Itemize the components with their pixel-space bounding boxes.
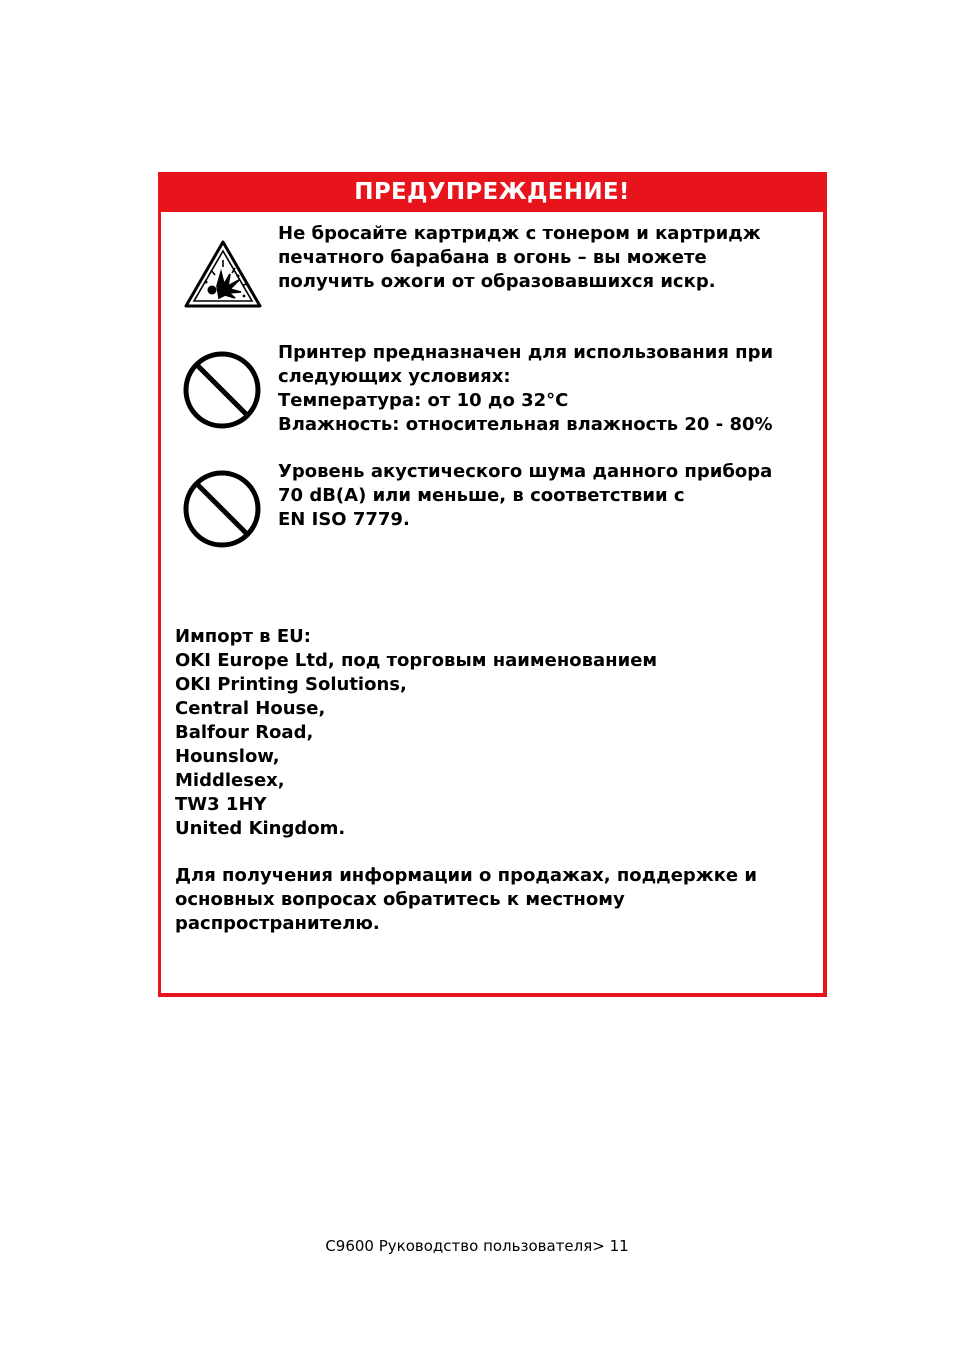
text-line: получить ожоги от образовавшихся искр. — [278, 271, 716, 292]
text-line: OKI Europe Ltd, под торговым наименованием — [175, 650, 658, 671]
text-line: распространителю. — [175, 913, 380, 934]
text-line: основных вопросах обратитесь к местному — [175, 889, 625, 910]
warning-text-conditions — [278, 341, 773, 437]
text-line: Не бросайте картридж с тонером и картридж — [278, 223, 761, 244]
warning-text-fire — [278, 222, 761, 294]
text-line: Balfour Road, — [175, 722, 314, 743]
text-line: OKI Printing Solutions, — [175, 674, 407, 695]
text-line: EN ISO 7779. — [278, 509, 410, 530]
text-line: Hounslow, — [175, 746, 280, 767]
text-line: TW3 1HY — [175, 794, 267, 815]
warning-text-noise — [278, 460, 772, 532]
text-line: Уровень акустического шума данного прибора — [278, 461, 773, 482]
text-line: Для получения информации о продажах, поддержке и — [175, 865, 758, 886]
text-line: Принтер предназначен для использования при — [278, 342, 774, 363]
warning-header: ПРЕДУПРЕЖДЕНИЕ! — [161, 172, 823, 212]
text-line: Импорт в EU: — [175, 626, 311, 647]
text-line: Central House, — [175, 698, 326, 719]
text-line: United Kingdom. — [175, 818, 346, 839]
warning-box — [158, 172, 827, 997]
contact-info — [175, 864, 757, 936]
prohibition-icon — [182, 469, 262, 549]
explosion-warning-icon — [183, 238, 263, 310]
text-line: 70 dB(A) или меньше, в соответствии с — [278, 485, 685, 506]
import-address — [175, 625, 657, 841]
text-line: печатного барабана в огонь – вы можете — [278, 247, 707, 268]
text-line: Влажность: относительная влажность 20 - 80% — [278, 414, 773, 435]
prohibition-icon — [182, 350, 262, 430]
page-footer: C9600 Руководство пользователя> 11 — [325, 1237, 629, 1255]
text-line: Middlesex, — [175, 770, 285, 791]
text-line: Температура: от 10 до 32°C — [278, 390, 569, 411]
text-line: следующих условиях: — [278, 366, 511, 387]
